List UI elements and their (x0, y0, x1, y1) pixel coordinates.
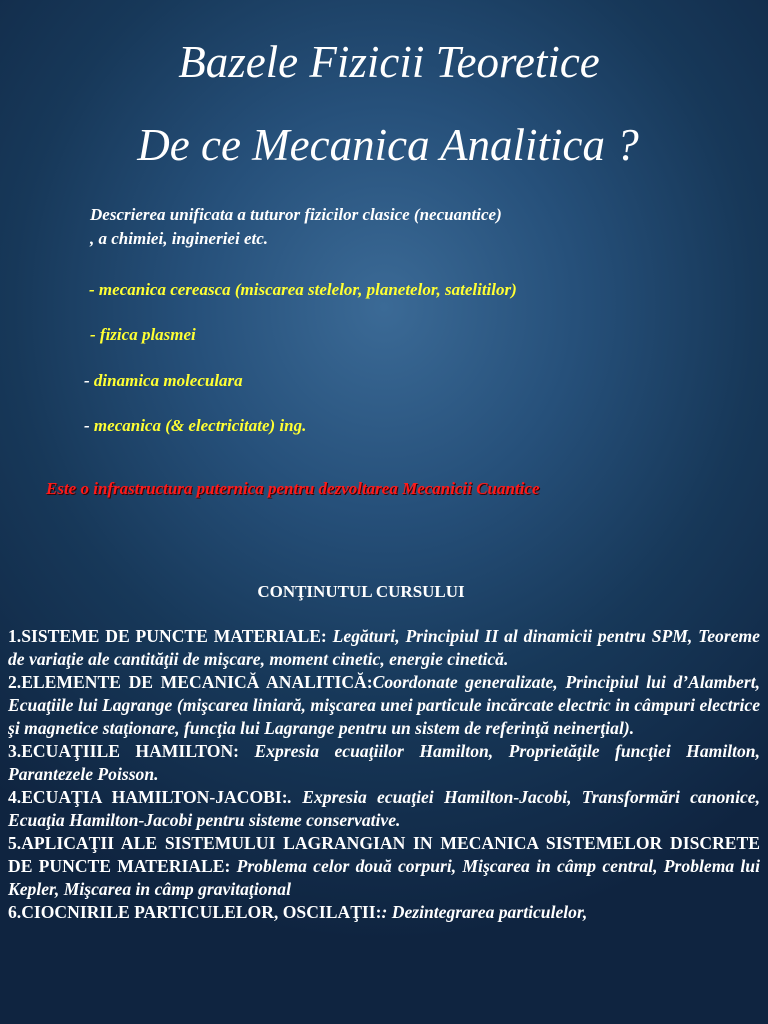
course-item-description: Legături, Principiul II al dinamicii pentru SPM, Teoreme de variaţie ale cantităţii de mişcare, moment cinetic, energie cinetică. (8, 626, 760, 669)
course-item-description: Problema celor două corpuri, Mişcarea in câmp central, Problema lui Kepler, Mişcarea in câmp gravitaţional (8, 856, 760, 899)
course-item-heading: 5.APLICAŢII ALE SISTEMULUI LAGRANGIAN IN MECANICA SISTEMELOR DISCRETE DE PUNCTE MATERIALE: (8, 833, 760, 876)
bullet-dash: - (90, 325, 100, 344)
course-item-description: Coordonate generalizate, Principiul lui d’Alambert, Ecuaţiile lui Lagrange (mişcarea liniară, mişcarea unei particule incărcate electric in câmpuri electrice şi magnetice staţionare, funcţia lui Lagrange pentru un sistem de referinţă neinerţial). (8, 672, 760, 738)
course-item-description: Expresia ecuaţiilor Hamilton, Proprietăţile funcţiei Hamilton, Parantezele Poisson. (8, 741, 760, 784)
intro-line: , a chimiei, ingineriei etc. (90, 229, 269, 248)
bullet-text: fizica plasmei (99, 325, 196, 344)
slide-subtitle: De ce Mecanica Analitica ? (137, 120, 639, 170)
bullet-text: mecanica cereasca (miscarea stelelor, planetelor, satelitilor) (98, 280, 517, 299)
course-item-description: : Dezintegrarea particulelor, (381, 902, 588, 922)
course-item-description: . Expresia ecuaţiei Hamilton-Jacobi, Transformări canonice, Ecuaţia Hamilton-Jacobi pentru sisteme conservative. (8, 787, 760, 830)
bullet-dash: - (84, 416, 94, 435)
course-item-heading: 2.ELEMENTE DE MECANICĂ ANALITICĂ: (8, 672, 373, 692)
course-item-heading: 4.ECUAŢIA HAMILTON-JACOBI: (8, 787, 288, 807)
course-item-heading: 1.SISTEME DE PUNCTE MATERIALE: (8, 626, 327, 646)
bullet-dash: - (89, 280, 99, 299)
course-item (8, 832, 760, 901)
bullet-item (84, 370, 243, 392)
highlight-statement: Este o infrastructura puternica pentru dezvoltarea Mecanicii Cuantice (46, 479, 540, 498)
bullet-item (90, 324, 196, 346)
course-item-heading: 3.ECUAŢIILE HAMILTON: (8, 741, 240, 761)
contents-heading: CONŢINUTUL CURSULUI (257, 582, 465, 601)
intro-text (90, 203, 502, 251)
course-item (8, 786, 760, 832)
intro-line: Descrierea unificata a tuturor fizicilor clasice (necuantice) (90, 205, 502, 224)
course-item (8, 740, 760, 786)
bullet-text: mecanica (& electricitate) ing. (93, 416, 307, 435)
course-item (8, 901, 760, 924)
bullet-item (84, 415, 306, 437)
course-item-heading: 6.CIOCNIRILE PARTICULELOR, OSCILAŢII: (8, 902, 382, 922)
course-item (8, 625, 760, 671)
bullet-dash: - (84, 371, 94, 390)
bullet-item (89, 279, 517, 301)
slide-title: Bazele Fizicii Teoretice (178, 37, 600, 87)
course-contents (8, 625, 760, 924)
bullet-text: dinamica moleculara (93, 371, 243, 390)
course-item (8, 671, 760, 740)
